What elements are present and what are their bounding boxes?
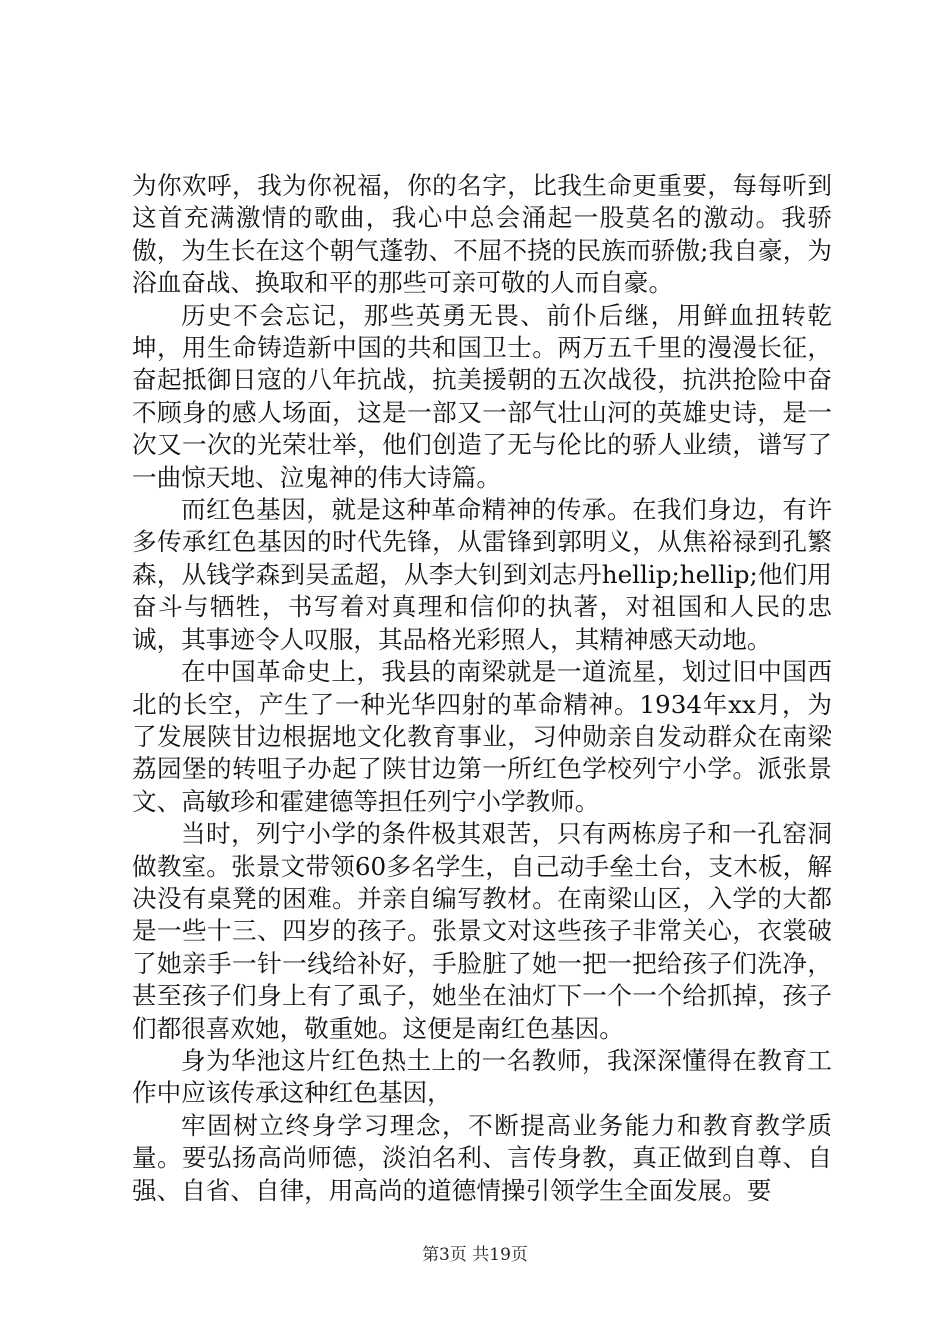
paragraph-5: 当时，列宁小学的条件极其艰苦，只有两栋房子和一孔窑洞做教室。张景文带领60多名学生，自己动手垒土台，支木板，解决没有桌凳的困难。并亲自编写教材。在南梁山区，入学的大都是一些十三、四岁的孩子。张景文对这些孩子非常关心，衣裳破了她亲手一针一线给补好，手脸脏了她一把一把给孩子们洗净，甚至孩子们身上有了虱子，她坐在油灯下一个一个给抓掉，孩子们都很喜欢她，敬重她。这便是南红色基因。 — [132, 819, 832, 1043]
paragraph-7: 牢固树立终身学习理念，不断提高业务能力和教育教学质量。要弘扬高尚师德，淡泊名利、言传身教，真正做到自尊、自强、自省、自律，用高尚的道德情操引领学生全面发展。要 — [132, 1110, 832, 1205]
paragraph-4: 在中国革命史上，我县的南梁就是一道流星，划过旧中国西北的长空，产生了一种光华四射的革命精神。1934年xx月，为了发展陕甘边根据地文化教育事业，习仲勋亲自发动群众在南梁荔园堡的转咀子办起了陕甘边第一所红色学校列宁小学。派张景文、高敏珍和霍建德等担任列宁小学教师。 — [132, 657, 832, 816]
paragraph-1: 为你欢呼，我为你祝福，你的名字，比我生命更重要，每每听到这首充满激情的歌曲，我心中总会涌起一股莫名的激动。我骄傲，为生长在这个朝气蓬勃、不屈不挠的民族而骄傲;我自豪，为浴血奋战、换取和平的那些可亲可敬的人而自豪。 — [132, 171, 832, 298]
document-body — [132, 170, 832, 1207]
paragraph-3: 而红色基因，就是这种革命精神的传承。在我们身边，有许多传承红色基因的时代先锋，从雷锋到郭明义，从焦裕禄到孔繁森，从钱学森到吴孟超，从李大钊到刘志丹hellip;hellip;他们用奋斗与牺牲，书写着对真理和信仰的执著，对祖国和人民的忠诚，其事迹令人叹服，其品格光彩照人，其精神感天动地。 — [132, 495, 832, 654]
paragraph-6: 身为华池这片红色热土上的一名教师，我深深懂得在教育工作中应该传承这种红色基因， — [132, 1045, 832, 1108]
paragraph-2: 历史不会忘记，那些英勇无畏、前仆后继，用鲜血扭转乾坤，用生命铸造新中国的共和国卫士。两万五千里的漫漫长征，奋起抵御日寇的八年抗战，抗美援朝的五次战役，抗洪抢险中奋不顾身的感人场面，这是一部又一部气壮山河的英雄史诗，是一次又一次的光荣壮举，他们创造了无与伦比的骄人业绩，谱写了一曲惊天地、泣鬼神的伟大诗篇。 — [132, 300, 832, 492]
page-number-footer: 第3页 共19页 — [422, 1245, 528, 1265]
